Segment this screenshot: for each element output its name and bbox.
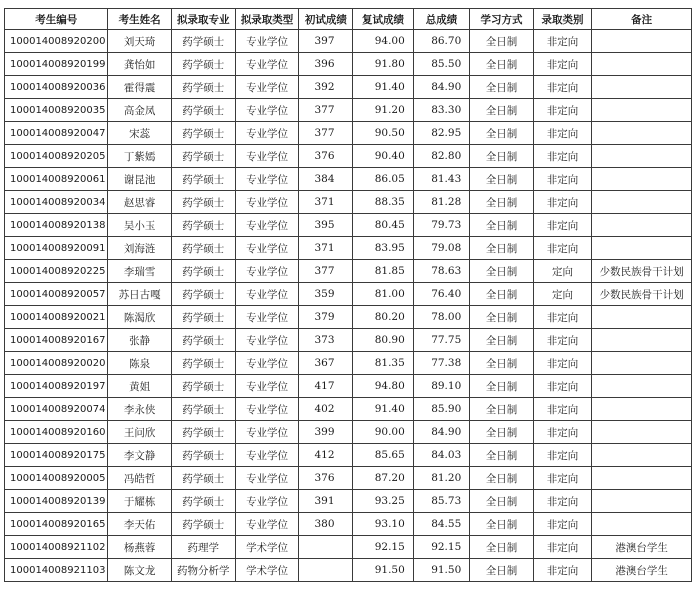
study-mode-cell: 全日制 — [470, 76, 533, 99]
study-mode-cell: 全日制 — [470, 375, 533, 398]
initial-score-cell: 384 — [299, 168, 353, 191]
degree-type-cell: 专业学位 — [235, 513, 299, 536]
degree-type-cell: 专业学位 — [235, 99, 299, 122]
major-cell: 药学硕士 — [171, 237, 235, 260]
study-mode-cell: 全日制 — [470, 352, 533, 375]
candidate-id-cell: 100014008920091 — [5, 237, 108, 260]
remark-cell — [592, 145, 692, 168]
study-mode-cell: 全日制 — [470, 398, 533, 421]
study-mode-cell: 全日制 — [470, 122, 533, 145]
degree-type-cell: 专业学位 — [235, 375, 299, 398]
candidate-id-cell: 100014008920047 — [5, 122, 108, 145]
table-row — [5, 53, 692, 76]
major-cell: 药学硕士 — [171, 76, 235, 99]
degree-type-cell: 专业学位 — [235, 53, 299, 76]
admission-category-cell: 非定向 — [533, 352, 592, 375]
degree-type-cell: 专业学位 — [235, 421, 299, 444]
candidate-name-cell: 杨燕蓉 — [108, 536, 171, 559]
retest-score-cell: 94.00 — [353, 30, 414, 53]
initial-score-cell: 373 — [299, 329, 353, 352]
admission-category-cell: 非定向 — [533, 53, 592, 76]
total-score-cell: 92.15 — [413, 536, 469, 559]
candidate-name-cell: 李永侠 — [108, 398, 171, 421]
remark-cell — [592, 214, 692, 237]
table-row — [5, 536, 692, 559]
total-score-cell: 83.30 — [413, 99, 469, 122]
candidate-id-cell: 100014008920138 — [5, 214, 108, 237]
retest-score-cell: 91.20 — [353, 99, 414, 122]
total-score-cell: 82.95 — [413, 122, 469, 145]
study-mode-cell: 全日制 — [470, 329, 533, 352]
initial-score-cell: 371 — [299, 237, 353, 260]
header-cell: 学习方式 — [470, 9, 533, 30]
remark-cell — [592, 168, 692, 191]
retest-score-cell: 88.35 — [353, 191, 414, 214]
header-cell: 初试成绩 — [299, 9, 353, 30]
table-row — [5, 513, 692, 536]
remark-cell: 少数民族骨干计划 — [592, 260, 692, 283]
admission-category-cell: 非定向 — [533, 398, 592, 421]
major-cell: 药学硕士 — [171, 53, 235, 76]
retest-score-cell: 91.80 — [353, 53, 414, 76]
remark-cell — [592, 122, 692, 145]
degree-type-cell: 专业学位 — [235, 76, 299, 99]
remark-cell: 港澳台学生 — [592, 559, 692, 582]
degree-type-cell: 学术学位 — [235, 536, 299, 559]
table-row — [5, 283, 692, 306]
admission-category-cell: 非定向 — [533, 329, 592, 352]
study-mode-cell: 全日制 — [470, 237, 533, 260]
candidate-name-cell: 赵思睿 — [108, 191, 171, 214]
table-row — [5, 214, 692, 237]
admission-category-cell: 非定向 — [533, 237, 592, 260]
admission-category-cell: 非定向 — [533, 99, 592, 122]
total-score-cell: 78.63 — [413, 260, 469, 283]
major-cell: 药学硕士 — [171, 191, 235, 214]
candidate-id-cell: 100014008920020 — [5, 352, 108, 375]
retest-score-cell: 91.40 — [353, 398, 414, 421]
initial-score-cell: 402 — [299, 398, 353, 421]
major-cell: 药物分析学 — [171, 559, 235, 582]
header-cell: 复试成绩 — [353, 9, 414, 30]
major-cell: 药学硕士 — [171, 398, 235, 421]
header-cell: 拟录取类型 — [235, 9, 299, 30]
remark-cell — [592, 329, 692, 352]
admission-category-cell: 非定向 — [533, 168, 592, 191]
table-row — [5, 168, 692, 191]
degree-type-cell: 专业学位 — [235, 122, 299, 145]
table-row — [5, 490, 692, 513]
candidate-name-cell: 龚怡如 — [108, 53, 171, 76]
candidate-name-cell: 王问欣 — [108, 421, 171, 444]
total-score-cell: 84.03 — [413, 444, 469, 467]
degree-type-cell: 专业学位 — [235, 490, 299, 513]
degree-type-cell: 专业学位 — [235, 191, 299, 214]
study-mode-cell: 全日制 — [470, 168, 533, 191]
study-mode-cell: 全日制 — [470, 99, 533, 122]
major-cell: 药学硕士 — [171, 145, 235, 168]
remark-cell — [592, 467, 692, 490]
study-mode-cell: 全日制 — [470, 53, 533, 76]
candidate-id-cell: 100014008920074 — [5, 398, 108, 421]
initial-score-cell — [299, 536, 353, 559]
remark-cell — [592, 513, 692, 536]
admission-category-cell: 非定向 — [533, 467, 592, 490]
candidate-name-cell: 冯皓哲 — [108, 467, 171, 490]
major-cell: 药理学 — [171, 536, 235, 559]
table-row — [5, 76, 692, 99]
candidate-id-cell: 100014008920165 — [5, 513, 108, 536]
total-score-cell: 79.73 — [413, 214, 469, 237]
total-score-cell: 77.38 — [413, 352, 469, 375]
initial-score-cell: 395 — [299, 214, 353, 237]
major-cell: 药学硕士 — [171, 467, 235, 490]
candidate-id-cell: 100014008920057 — [5, 283, 108, 306]
total-score-cell: 77.75 — [413, 329, 469, 352]
candidate-id-cell: 100014008920035 — [5, 99, 108, 122]
total-score-cell: 81.28 — [413, 191, 469, 214]
table-row — [5, 191, 692, 214]
major-cell: 药学硕士 — [171, 421, 235, 444]
candidate-id-cell: 100014008920205 — [5, 145, 108, 168]
candidate-name-cell: 丁紫嫣 — [108, 145, 171, 168]
header-row — [5, 9, 692, 30]
retest-score-cell: 93.25 — [353, 490, 414, 513]
degree-type-cell: 专业学位 — [235, 30, 299, 53]
study-mode-cell: 全日制 — [470, 559, 533, 582]
candidate-name-cell: 宋蕊 — [108, 122, 171, 145]
initial-score-cell: 377 — [299, 260, 353, 283]
admission-category-cell: 非定向 — [533, 145, 592, 168]
degree-type-cell: 专业学位 — [235, 214, 299, 237]
retest-score-cell: 94.80 — [353, 375, 414, 398]
table-row — [5, 352, 692, 375]
candidate-id-cell: 100014008920061 — [5, 168, 108, 191]
admission-table — [4, 8, 692, 582]
major-cell: 药学硕士 — [171, 283, 235, 306]
remark-cell — [592, 490, 692, 513]
initial-score-cell — [299, 559, 353, 582]
candidate-id-cell: 100014008920225 — [5, 260, 108, 283]
remark-cell — [592, 191, 692, 214]
initial-score-cell: 412 — [299, 444, 353, 467]
total-score-cell: 79.08 — [413, 237, 469, 260]
candidate-name-cell: 李瑞雪 — [108, 260, 171, 283]
admission-category-cell: 非定向 — [533, 490, 592, 513]
admission-category-cell: 非定向 — [533, 444, 592, 467]
admission-category-cell: 定向 — [533, 283, 592, 306]
candidate-name-cell: 苏日古嘎 — [108, 283, 171, 306]
table-row — [5, 99, 692, 122]
retest-score-cell: 87.20 — [353, 467, 414, 490]
total-score-cell: 85.50 — [413, 53, 469, 76]
remark-cell — [592, 237, 692, 260]
initial-score-cell: 377 — [299, 99, 353, 122]
initial-score-cell: 417 — [299, 375, 353, 398]
remark-cell — [592, 352, 692, 375]
admission-category-cell: 非定向 — [533, 76, 592, 99]
total-score-cell: 84.90 — [413, 76, 469, 99]
major-cell: 药学硕士 — [171, 99, 235, 122]
major-cell: 药学硕士 — [171, 352, 235, 375]
candidate-name-cell: 陈泉 — [108, 352, 171, 375]
remark-cell — [592, 306, 692, 329]
table-row — [5, 30, 692, 53]
initial-score-cell: 399 — [299, 421, 353, 444]
admission-category-cell: 非定向 — [533, 536, 592, 559]
header-cell: 考生姓名 — [108, 9, 171, 30]
degree-type-cell: 专业学位 — [235, 237, 299, 260]
study-mode-cell: 全日制 — [470, 260, 533, 283]
candidate-id-cell: 100014008920005 — [5, 467, 108, 490]
initial-score-cell: 391 — [299, 490, 353, 513]
remark-cell — [592, 398, 692, 421]
degree-type-cell: 专业学位 — [235, 398, 299, 421]
table-row — [5, 237, 692, 260]
table-row — [5, 145, 692, 168]
degree-type-cell: 专业学位 — [235, 168, 299, 191]
retest-score-cell: 90.50 — [353, 122, 414, 145]
remark-cell: 少数民族骨干计划 — [592, 283, 692, 306]
retest-score-cell: 92.15 — [353, 536, 414, 559]
degree-type-cell: 专业学位 — [235, 467, 299, 490]
header-cell: 总成绩 — [413, 9, 469, 30]
remark-cell — [592, 375, 692, 398]
admission-category-cell: 定向 — [533, 260, 592, 283]
degree-type-cell: 专业学位 — [235, 444, 299, 467]
study-mode-cell: 全日制 — [470, 444, 533, 467]
degree-type-cell: 专业学位 — [235, 283, 299, 306]
admission-category-cell: 非定向 — [533, 214, 592, 237]
retest-score-cell: 91.40 — [353, 76, 414, 99]
header-cell: 拟录取专业 — [171, 9, 235, 30]
major-cell: 药学硕士 — [171, 214, 235, 237]
initial-score-cell: 397 — [299, 30, 353, 53]
candidate-name-cell: 于耀栋 — [108, 490, 171, 513]
table-row — [5, 467, 692, 490]
table-row — [5, 306, 692, 329]
admission-category-cell: 非定向 — [533, 421, 592, 444]
admission-category-cell: 非定向 — [533, 306, 592, 329]
candidate-id-cell: 100014008920167 — [5, 329, 108, 352]
candidate-name-cell: 黄姐 — [108, 375, 171, 398]
candidate-name-cell: 李天佑 — [108, 513, 171, 536]
degree-type-cell: 专业学位 — [235, 306, 299, 329]
initial-score-cell: 379 — [299, 306, 353, 329]
admission-category-cell: 非定向 — [533, 375, 592, 398]
retest-score-cell: 90.00 — [353, 421, 414, 444]
total-score-cell: 84.55 — [413, 513, 469, 536]
candidate-id-cell: 100014008921103 — [5, 559, 108, 582]
header-cell: 备注 — [592, 9, 692, 30]
candidate-id-cell: 100014008920160 — [5, 421, 108, 444]
total-score-cell: 89.10 — [413, 375, 469, 398]
remark-cell — [592, 421, 692, 444]
total-score-cell: 81.43 — [413, 168, 469, 191]
total-score-cell: 85.90 — [413, 398, 469, 421]
major-cell: 药学硕士 — [171, 30, 235, 53]
major-cell: 药学硕士 — [171, 260, 235, 283]
remark-cell — [592, 76, 692, 99]
table-row — [5, 122, 692, 145]
major-cell: 药学硕士 — [171, 513, 235, 536]
retest-score-cell: 93.10 — [353, 513, 414, 536]
candidate-name-cell: 刘海涟 — [108, 237, 171, 260]
candidate-id-cell: 100014008920021 — [5, 306, 108, 329]
study-mode-cell: 全日制 — [470, 513, 533, 536]
retest-score-cell: 83.95 — [353, 237, 414, 260]
candidate-id-cell: 100014008920034 — [5, 191, 108, 214]
retest-score-cell: 81.00 — [353, 283, 414, 306]
total-score-cell: 86.70 — [413, 30, 469, 53]
candidate-name-cell: 张静 — [108, 329, 171, 352]
table-row — [5, 398, 692, 421]
study-mode-cell: 全日制 — [470, 421, 533, 444]
remark-cell: 港澳台学生 — [592, 536, 692, 559]
candidate-id-cell: 100014008920175 — [5, 444, 108, 467]
candidate-name-cell: 吴小玉 — [108, 214, 171, 237]
retest-score-cell: 91.50 — [353, 559, 414, 582]
table-row — [5, 375, 692, 398]
study-mode-cell: 全日制 — [470, 283, 533, 306]
initial-score-cell: 359 — [299, 283, 353, 306]
table-row — [5, 260, 692, 283]
degree-type-cell: 专业学位 — [235, 145, 299, 168]
admission-category-cell: 非定向 — [533, 122, 592, 145]
study-mode-cell: 全日制 — [470, 145, 533, 168]
remark-cell — [592, 99, 692, 122]
admission-category-cell: 非定向 — [533, 191, 592, 214]
initial-score-cell: 376 — [299, 145, 353, 168]
total-score-cell: 82.80 — [413, 145, 469, 168]
header-cell: 考生编号 — [5, 9, 108, 30]
study-mode-cell: 全日制 — [470, 214, 533, 237]
remark-cell — [592, 444, 692, 467]
degree-type-cell: 专业学位 — [235, 352, 299, 375]
major-cell: 药学硕士 — [171, 168, 235, 191]
candidate-id-cell: 100014008920197 — [5, 375, 108, 398]
candidate-id-cell: 100014008920036 — [5, 76, 108, 99]
initial-score-cell: 396 — [299, 53, 353, 76]
retest-score-cell: 81.35 — [353, 352, 414, 375]
study-mode-cell: 全日制 — [470, 30, 533, 53]
retest-score-cell: 81.85 — [353, 260, 414, 283]
study-mode-cell: 全日制 — [470, 191, 533, 214]
degree-type-cell: 专业学位 — [235, 329, 299, 352]
candidate-id-cell: 100014008920139 — [5, 490, 108, 513]
header-cell: 录取类别 — [533, 9, 592, 30]
study-mode-cell: 全日制 — [470, 536, 533, 559]
table-row — [5, 444, 692, 467]
total-score-cell: 91.50 — [413, 559, 469, 582]
candidate-name-cell: 陈渴欣 — [108, 306, 171, 329]
retest-score-cell: 86.05 — [353, 168, 414, 191]
admission-category-cell: 非定向 — [533, 513, 592, 536]
candidate-id-cell: 100014008921102 — [5, 536, 108, 559]
table-row — [5, 559, 692, 582]
retest-score-cell: 80.20 — [353, 306, 414, 329]
retest-score-cell: 85.65 — [353, 444, 414, 467]
candidate-id-cell: 100014008920200 — [5, 30, 108, 53]
total-score-cell: 78.00 — [413, 306, 469, 329]
major-cell: 药学硕士 — [171, 375, 235, 398]
total-score-cell: 84.90 — [413, 421, 469, 444]
admission-category-cell: 非定向 — [533, 559, 592, 582]
candidate-name-cell: 谢昆池 — [108, 168, 171, 191]
table-row — [5, 421, 692, 444]
initial-score-cell: 380 — [299, 513, 353, 536]
study-mode-cell: 全日制 — [470, 306, 533, 329]
initial-score-cell: 367 — [299, 352, 353, 375]
total-score-cell: 76.40 — [413, 283, 469, 306]
table-row — [5, 329, 692, 352]
major-cell: 药学硕士 — [171, 329, 235, 352]
study-mode-cell: 全日制 — [470, 490, 533, 513]
initial-score-cell: 377 — [299, 122, 353, 145]
retest-score-cell: 80.90 — [353, 329, 414, 352]
admission-category-cell: 非定向 — [533, 30, 592, 53]
total-score-cell: 85.73 — [413, 490, 469, 513]
initial-score-cell: 392 — [299, 76, 353, 99]
candidate-name-cell: 刘天琦 — [108, 30, 171, 53]
major-cell: 药学硕士 — [171, 306, 235, 329]
candidate-name-cell: 霍得震 — [108, 76, 171, 99]
remark-cell — [592, 53, 692, 76]
total-score-cell: 81.20 — [413, 467, 469, 490]
retest-score-cell: 80.45 — [353, 214, 414, 237]
candidate-id-cell: 100014008920199 — [5, 53, 108, 76]
major-cell: 药学硕士 — [171, 122, 235, 145]
candidate-name-cell: 李文静 — [108, 444, 171, 467]
degree-type-cell: 学术学位 — [235, 559, 299, 582]
degree-type-cell: 专业学位 — [235, 260, 299, 283]
initial-score-cell: 371 — [299, 191, 353, 214]
candidate-name-cell: 陈文龙 — [108, 559, 171, 582]
major-cell: 药学硕士 — [171, 444, 235, 467]
major-cell: 药学硕士 — [171, 490, 235, 513]
remark-cell — [592, 30, 692, 53]
retest-score-cell: 90.40 — [353, 145, 414, 168]
candidate-name-cell: 高金凤 — [108, 99, 171, 122]
study-mode-cell: 全日制 — [470, 467, 533, 490]
initial-score-cell: 376 — [299, 467, 353, 490]
